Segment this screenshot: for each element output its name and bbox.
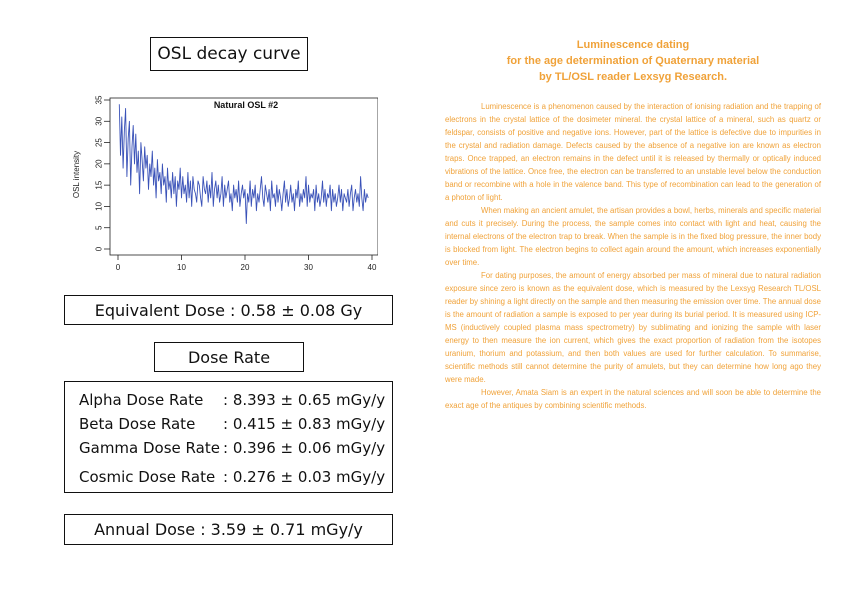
osl-series-line	[119, 104, 368, 223]
equivalent-dose-box	[64, 295, 393, 325]
y-tick-label: 20	[94, 159, 104, 169]
osl-decay-chart	[68, 92, 378, 272]
x-tick-label: 30	[304, 263, 313, 272]
y-tick-label: 25	[94, 138, 104, 148]
y-tick-label: 0	[94, 246, 104, 252]
y-tick-label: 10	[94, 201, 104, 211]
chart-title-box	[150, 37, 308, 71]
y-axis-label: OSL intensity	[72, 150, 81, 199]
dose-rate-row-beta	[79, 415, 386, 435]
dose-rate-row-gamma	[79, 439, 386, 459]
y-tick-label: 30	[94, 116, 104, 126]
chart-axes	[72, 95, 378, 272]
equivalent-dose-text: Equivalent Dose : 0.58 ± 0.08 Gy	[94, 300, 363, 320]
chart-series	[119, 104, 368, 223]
article	[445, 37, 821, 412]
y-tick-label: 35	[94, 95, 104, 105]
article-heading-line: for the age determination of Quaternary material	[506, 55, 760, 67]
x-tick-label: 0	[115, 263, 121, 272]
x-tick-label: 10	[177, 263, 186, 272]
chart-title-text: OSL decay curve	[157, 44, 301, 64]
dose-rate-label: Gamma Dose Rate	[79, 439, 220, 457]
dose-rate-title-box	[154, 342, 304, 372]
article-heading-line: Luminescence dating	[576, 39, 690, 51]
dose-rate-row-alpha	[79, 391, 386, 411]
dose-rate-value: : 0.415 ± 0.83 mGy/y	[223, 415, 386, 433]
annual-dose-box	[64, 514, 393, 545]
x-tick-label: 20	[240, 263, 250, 272]
dose-rate-value: : 0.396 ± 0.06 mGy/y	[223, 439, 386, 457]
y-tick-label: 5	[94, 225, 104, 230]
article-paragraph: For dating purposes, the amount of energy absorbed per mass of mineral due to natural radiation exposure since zero is known as the equivalent dose, which is measured by the Lexsyg Research TL/OSL reader by shining a light directly on the sample and then measuring the emission over time. The annual dose is the amount of radiation a sample is exposed to per year during its burial period. It is measured using ICP-MS (inductively coupled plasma mass spectrometry) by sublimating and ionizing the sample with laser energy to then measure the ion current, which gives the exact proportion of radiation from the isotopes uranium, thorium and potassium, and then both values are used for further calculation. To summarise, scientific methods still cannot determine the purity of amulets, but they can determine how long ago they were made.	[445, 271, 821, 384]
article-paragraph: Luminescence is a phenomenon caused by the interaction of ionising radiation and the trapping of electrons in the crystal lattice of the dosimeter mineral. the crystal lattice of a mineral, such as quartz or feldspar, consists of positive and negative ions. However, part of the lattice is defective due to impurities in the crystal and radiation damage. Defects caused by the absence of a negative ion are known as electron traps. Once trapped, an electron remains in the defect until it is released by thermally or optically induced vibrations of the lattice. Once free, the electron can be transferred to an unstable level below the conduction band or recombine with a hole in the valence band. This type of recombination can lead to the generation of a photon of light.	[445, 102, 821, 202]
plot-frame	[110, 98, 378, 255]
article-heading	[445, 37, 821, 85]
dose-rates-box	[64, 381, 393, 493]
dose-rate-value: : 8.393 ± 0.65 mGy/y	[223, 391, 386, 409]
dose-rate-label: Alpha Dose Rate	[79, 391, 204, 409]
dose-rate-title-text: Dose Rate	[187, 347, 271, 367]
dose-rate-label: Cosmic Dose Rate	[79, 468, 216, 486]
article-paragraph: When making an ancient amulet, the artisan provides a bowl, herbs, minerals and specific material and cuts it precisely. During the process, the sample comes into contact with light and heat, causing the internal electrons of the electron trap to break. When the sample is in the fixed blog pressure, the inner body is blocked from light. The electron begins to collect again around the amount, which increases exponentially over time.	[445, 206, 821, 267]
dose-rate-row-cosmic	[79, 468, 386, 488]
article-heading-line: by TL/OSL reader Lexsyg Research.	[538, 71, 728, 83]
dose-rate-value: : 0.276 ± 0.03 mGy/y	[223, 468, 386, 486]
x-tick-label: 40	[367, 263, 377, 272]
dose-rate-label: Beta Dose Rate	[79, 415, 196, 433]
annual-dose-text: Annual Dose : 3.59 ± 0.71 mGy/y	[94, 520, 363, 539]
article-paragraph: However, Amata Siam is an expert in the natural sciences and will soon be able to determine the exact age of the antiques by combining scientific methods.	[445, 388, 821, 410]
chart-title: Natural OSL #2	[213, 100, 279, 110]
y-tick-label: 15	[94, 180, 104, 190]
